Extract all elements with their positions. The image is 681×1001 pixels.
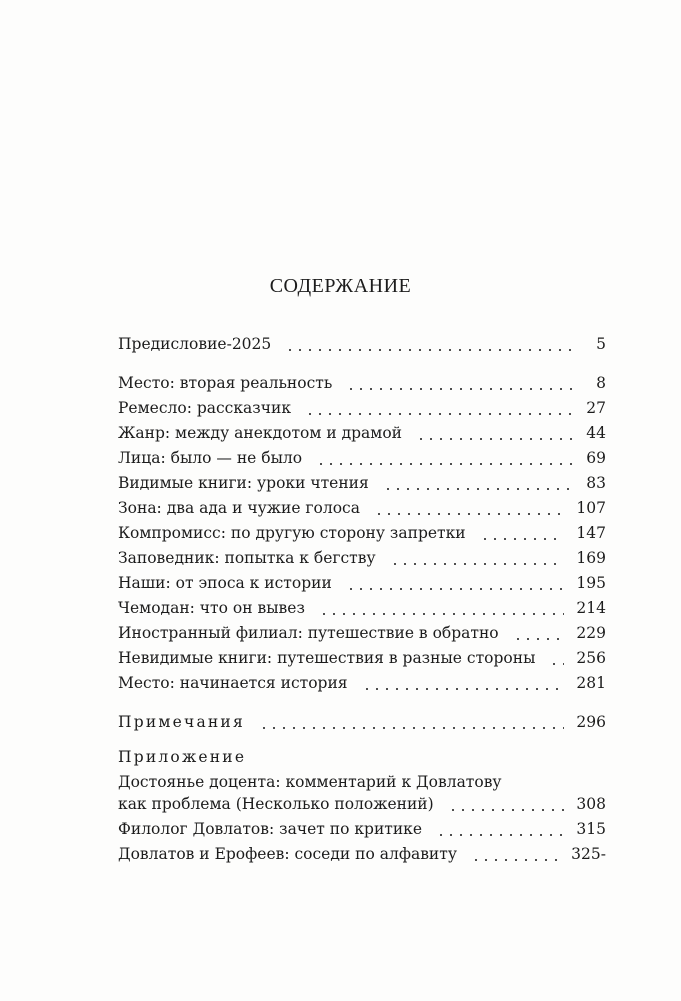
dot-leader [549,647,564,669]
toc-entry-title: Лица: было — не было [118,449,303,467]
toc-entry-title: Заповедник: попытка к бегству [118,549,376,567]
toc-entry-page: 325- [571,845,606,863]
toc-entry-page: 229 [576,624,606,642]
toc-entry-title: Невидимые книги: путешествия в разные стороны [118,649,536,667]
dot-leader [259,711,564,733]
dot-leader [316,447,572,469]
toc-entry-title: Чемодан: что он вывез [118,599,305,617]
dot-leader [448,793,565,815]
toc-entry-page: 107 [576,499,606,517]
toc-entry[interactable] [118,547,606,569]
dot-leader [319,597,565,619]
toc-entry-title: Видимые книги: уроки чтения [118,474,369,492]
toc-entry-page: 214 [576,599,606,617]
dot-leader [383,472,572,494]
toc-entry-page: 308 [576,795,606,813]
toc-entry-page: 147 [576,524,606,542]
toc-entry-page: 69 [586,449,606,467]
toc-entry-page: 315 [576,820,606,838]
toc-entry[interactable] [118,672,606,694]
toc-entry-notes[interactable] [118,711,606,733]
toc-entry[interactable] [118,572,606,594]
toc-entry[interactable] [118,397,606,419]
toc-entry[interactable] [118,622,606,644]
toc-entry-page: 8 [596,374,606,392]
dot-leader [436,818,564,840]
toc-entry-title: Иностранный филиал: путешествие в обратно [118,624,499,642]
toc-entry[interactable] [118,597,606,619]
dot-leader [390,547,565,569]
toc-entry-title: Наши: от эпоса к истории [118,574,332,592]
page-title: СОДЕРЖАНИЕ [269,275,412,297]
toc-entry-page: 44 [586,424,606,442]
toc-entry-title: Место: начинается история [118,674,348,692]
dot-leader [346,572,565,594]
toc-entry[interactable] [118,843,606,865]
dot-leader [305,397,572,419]
toc-entry-page: 195 [576,574,606,592]
toc-entry-page: 27 [586,399,606,417]
toc-entry-title: Ремесло: рассказчик [118,399,292,417]
toc-entry-title: Филолог Довлатов: зачет по критике [118,820,423,838]
toc-entry[interactable] [118,447,606,469]
toc-entry[interactable] [118,422,606,444]
toc-entry-title: как проблема (Несколько положений) [118,795,434,813]
dot-leader [285,333,572,355]
toc-entry[interactable] [118,372,606,394]
toc-entry-page: 296 [576,713,606,731]
toc-entry-title: Примечания [118,713,245,731]
toc-entry[interactable] [118,522,606,544]
dot-leader [513,622,565,644]
toc-entry-page: 169 [576,549,606,567]
dot-leader [346,372,572,394]
toc-entry[interactable] [118,497,606,519]
toc-entry-title: Зона: два ада и чужие голоса [118,499,360,517]
toc-entry-title: Довлатов и Ерофеев: соседи по алфавиту [118,845,457,863]
toc-entry[interactable] [118,647,606,669]
toc-entry-page: 281 [576,674,606,692]
toc-entry-title: Компромисс: по другую сторону запретки [118,524,466,542]
dot-leader [362,672,565,694]
toc-entry-title: Место: вторая реальность [118,374,333,392]
dot-leader [480,522,565,544]
toc-entry-page: 83 [586,474,606,492]
toc-entry-title: Жанр: между анекдотом и драмой [118,424,403,442]
appendix-heading: Приложение [118,748,247,766]
toc-entry[interactable] [118,472,606,494]
toc-entry[interactable] [118,793,606,815]
toc-entry-page: 256 [576,649,606,667]
toc-entry[interactable] [118,818,606,840]
dot-leader [374,497,564,519]
toc-entry-title-line1: Достоянье доцента: комментарий к Довлатову [118,773,502,791]
dot-leader [416,422,572,444]
toc-entry[interactable] [118,333,606,355]
dot-leader [471,843,559,865]
toc-entry-title: Предисловие-2025 [118,335,272,353]
toc-entry-page: 5 [596,335,606,353]
